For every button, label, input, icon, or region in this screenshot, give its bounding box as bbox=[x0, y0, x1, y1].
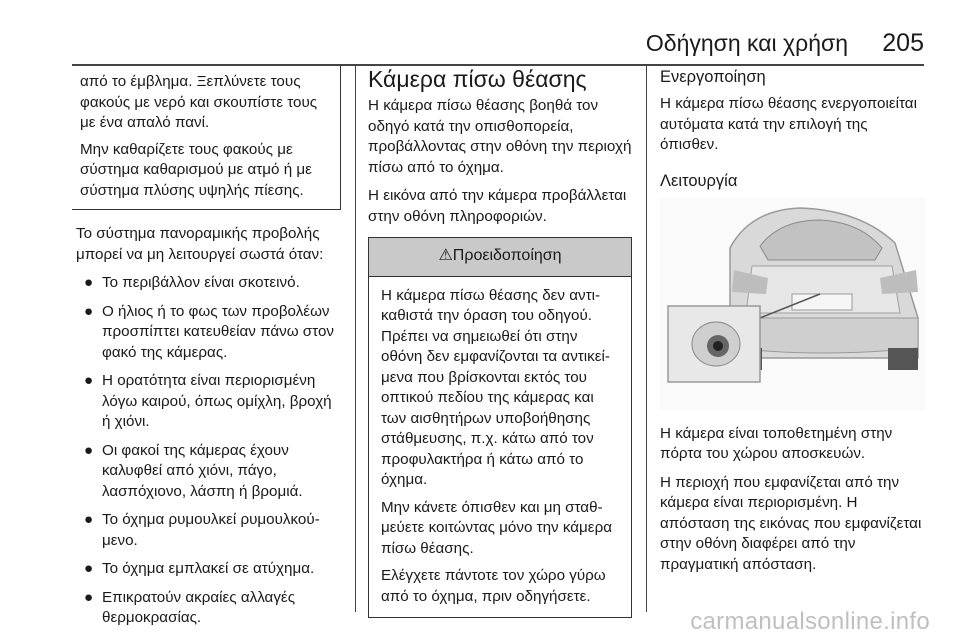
bullet-icon: ● bbox=[84, 511, 94, 528]
column-divider bbox=[646, 66, 647, 612]
bullet-icon: ● bbox=[84, 372, 94, 389]
warning-title: Προειδοποίηση bbox=[452, 247, 562, 264]
page-header bbox=[0, 26, 960, 66]
list-item-text: Ο ήλιος ή το φως των προβολέων προσπίπτει κατευθείαν πάνω στον φακό της κάμερας. bbox=[102, 302, 334, 361]
list-item bbox=[76, 510, 341, 551]
bullet-icon: ● bbox=[84, 588, 94, 606]
subheading-activation: Ενεργοποίηση bbox=[660, 68, 766, 86]
list-item bbox=[76, 273, 341, 294]
bullet-icon: ● bbox=[84, 560, 94, 577]
rear-camera-illustration bbox=[660, 198, 926, 410]
warning-paragraph: Ελέγχετε πάντοτε τον χώρο γύρω από το όχημα, πριν οδηγήσετε. bbox=[381, 567, 606, 605]
list-item bbox=[76, 371, 341, 433]
column-right bbox=[660, 66, 926, 583]
note-paragraph: από το έμβλημα. Ξεπλύνετε τους φακούς με νερό και σκουπίστε τους με ένα απαλό πανί. bbox=[80, 73, 318, 131]
list-item-text: Οι φακοί της κάμερας έχουν καλυφθεί από χιόνι, πάγο, λασπόχιονο, λάσπη ή βρομιά. bbox=[102, 441, 303, 500]
body-paragraph: Η περιοχή που εμφανίζεται από την κάμερα είναι περιορισμένη. Η απόσταση της εικόνας που εμφανίζεται στην οθόνη διαφέρει από την πραγματική απόσταση. bbox=[660, 473, 922, 573]
list-item-text: Η ορατότητα είναι περιορισμένη λόγω καιρού, όπως ομίχλη, βροχή ή χιόνι. bbox=[102, 372, 332, 430]
page-title: Οδήγηση και χρήση bbox=[645, 30, 848, 56]
warning-icon: ⚠ bbox=[438, 247, 453, 264]
bullet-icon: ● bbox=[84, 302, 94, 320]
column-left bbox=[76, 66, 341, 637]
list-item-text: Επικρατούν ακραίες αλλαγές θερμοκρασίας. bbox=[102, 588, 296, 626]
note-paragraph: Μην καθαρίζετε τους φακούς με σύστημα καθαρισμού με ατμό ή με σύστημα πλύσης υψηλής πίεσης. bbox=[80, 140, 312, 199]
body-paragraph: Η κάμερα πίσω θέασης ενεργοποιείται αυτόματα κατά την επιλογή της όπισθεν. bbox=[660, 95, 917, 153]
watermark: carmanualsonline.info bbox=[690, 608, 930, 635]
bullet-icon: ● bbox=[84, 441, 94, 459]
column-divider bbox=[355, 66, 356, 612]
intro-paragraph: Το σύστημα πανοραμικής προβολής μπορεί να μη λειτουργεί σωστά όταν: bbox=[76, 225, 324, 263]
warning-header bbox=[369, 238, 631, 277]
condition-list bbox=[76, 273, 341, 629]
warning-paragraph: Μην κάνετε όπισθεν και μη σταθμεύετε κοιτώντας μόνο την κάμερα πίσω θέασης. bbox=[381, 498, 613, 557]
bullet-icon: ● bbox=[84, 274, 94, 291]
list-item-text: Το όχημα εμπλακεί σε ατύχημα. bbox=[102, 560, 315, 577]
list-item bbox=[76, 559, 341, 580]
subheading-operation: Λειτουργία bbox=[660, 171, 738, 190]
warning-body bbox=[369, 277, 631, 618]
page-number: 205 bbox=[882, 29, 924, 57]
list-item bbox=[76, 302, 341, 364]
warning-paragraph: Η κάμερα πίσω θέασης δεν αντικαθιστά την όραση του οδηγού. Πρέπει να σημειωθεί ότι στην οθόνη δεν εμφανίζονται τα αντικείμενα που βρίσκονται εκτός του οπτικού πεδίου της κάμερας και των αισθητήρων υποβοήθησης στάθμευσης, π.χ. κάτω από τον προφυλακτήρα ή κάτω από το όχημα. bbox=[381, 286, 610, 488]
list-item bbox=[76, 441, 341, 503]
car-rear-illustration-icon bbox=[660, 198, 926, 410]
list-item bbox=[76, 588, 341, 629]
note-box bbox=[72, 66, 341, 210]
column-middle bbox=[368, 66, 632, 618]
list-item-text: Το περιβάλλον είναι σκοτεινό. bbox=[102, 274, 300, 291]
section-heading: Κάμερα πίσω θέασης bbox=[368, 66, 587, 92]
body-paragraph: Η κάμερα πίσω θέασης βοηθά τον οδηγό κατά την οπισθοπορεία, προβάλλοντας στην οθόνη την περιοχή πίσω από το όχημα. bbox=[368, 97, 632, 176]
body-paragraph: Η εικόνα από την κάμερα προβάλλεται στην οθόνη πληροφοριών. bbox=[368, 187, 627, 225]
body-paragraph: Η κάμερα είναι τοποθετημένη στην πόρτα του χώρου αποσκευών. bbox=[660, 424, 893, 462]
warning-box bbox=[368, 237, 632, 618]
list-item-text: Το όχημα ρυμουλκεί ρυμουλκούμενο. bbox=[102, 511, 320, 549]
